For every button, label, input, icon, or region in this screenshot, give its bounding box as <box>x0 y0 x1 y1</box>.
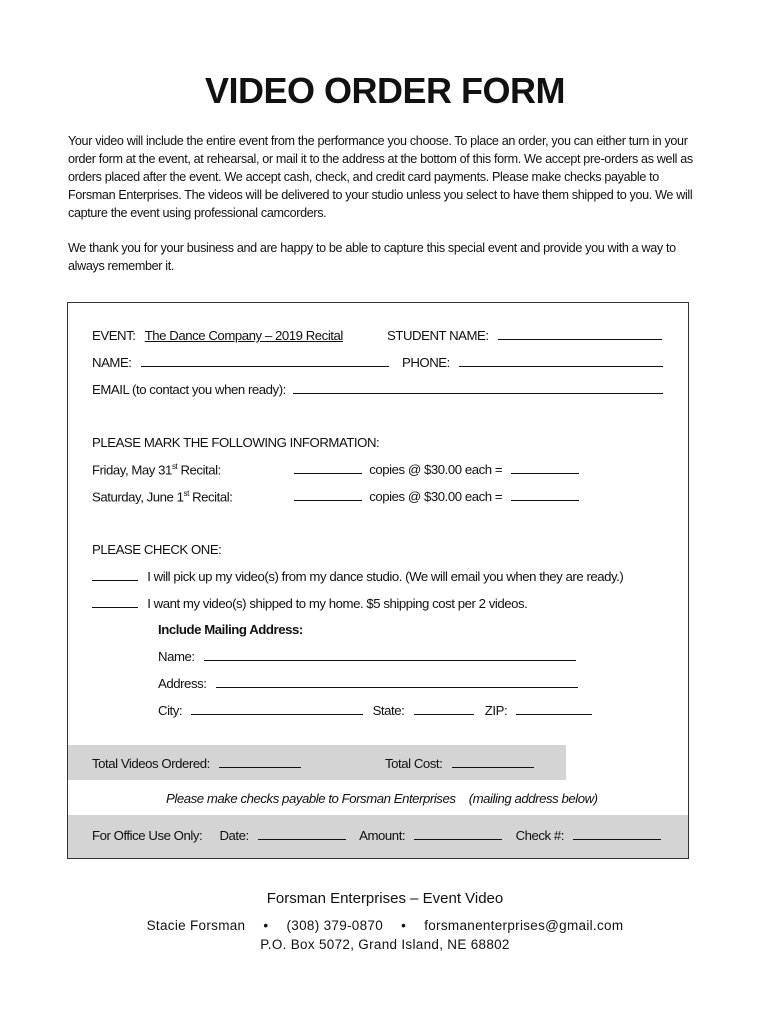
footer-email[interactable]: forsmanenterprises@gmail.com <box>424 918 624 933</box>
friday-total-field[interactable] <box>511 462 579 474</box>
email-label: EMAIL (to contact you when ready): <box>92 382 286 397</box>
page-title: VIDEO ORDER FORM <box>204 70 565 111</box>
bullet-separator: • <box>263 918 269 933</box>
student-name-row <box>387 328 662 343</box>
name-field[interactable] <box>141 355 389 367</box>
friday-price-text: copies @ $30.00 each = <box>369 462 503 477</box>
ship-check-field[interactable] <box>92 596 138 608</box>
mark-info-heading: PLEASE MARK THE FOLLOWING INFORMATION: <box>92 435 380 450</box>
saturday-copies-field[interactable] <box>294 489 362 501</box>
footer-address: P.O. Box 5072, Grand Island, NE 68802 <box>260 937 510 952</box>
mailing-address-heading: Include Mailing Address: <box>158 622 303 637</box>
footer-company: Forsman Enterprises – Event Video <box>266 890 504 907</box>
ship-option-row <box>92 596 527 611</box>
pickup-check-field[interactable] <box>92 569 138 581</box>
phone-field[interactable] <box>459 355 663 367</box>
check-one-heading: PLEASE CHECK ONE: <box>92 542 222 557</box>
ship-option-text: I want my video(s) shipped to my home. $5 shipping cost per 2 videos. <box>147 596 528 611</box>
mail-address-field[interactable] <box>216 676 578 688</box>
amount-label: Amount: <box>359 828 406 843</box>
mail-address-row <box>158 676 578 691</box>
name-row <box>92 355 389 370</box>
zip-label: ZIP: <box>484 703 508 718</box>
mail-name-field[interactable] <box>204 649 576 661</box>
state-label: State: <box>372 703 405 718</box>
check-number-field[interactable] <box>573 828 661 840</box>
total-cost-label: Total Cost: <box>385 756 443 771</box>
total-videos-row <box>92 756 301 771</box>
friday-copies-field[interactable] <box>294 462 362 474</box>
intro-paragraph: Your video will include the entire event from the performance you choose. To place an order, you can either turn in your order form at the event, at rehearsal, or mail it to the address at the bottom of this form. We accept pre-orders as well as orders placed after the event. We accept cash, check, and credit card payments. Please make checks payable to Forsman Enterprises. The videos will be delivered to your studio unless you select to have them shipped to you. We will capture the event using professional camcorders. <box>68 134 693 220</box>
pickup-option-row <box>92 569 623 584</box>
total-cost-row <box>385 756 534 771</box>
saturday-recital-label: Saturday, June 1st Recital: <box>92 489 233 505</box>
mailing-note: (mailing address below) <box>468 791 598 806</box>
saturday-copies-row <box>294 489 579 504</box>
city-state-zip-row <box>158 703 592 718</box>
office-use-label: For Office Use Only: <box>92 828 203 843</box>
footer-contact-line <box>0 918 770 933</box>
total-videos-label: Total Videos Ordered: <box>92 756 210 771</box>
saturday-price-text: copies @ $30.00 each = <box>369 489 503 504</box>
event-row <box>92 328 343 343</box>
check-number-label: Check #: <box>515 828 565 843</box>
amount-field[interactable] <box>414 828 502 840</box>
name-label: NAME: <box>92 355 132 370</box>
footer-contact-name: Stacie Forsman <box>146 918 246 933</box>
office-use-row <box>92 828 661 843</box>
state-field[interactable] <box>414 703 474 715</box>
event-label: EVENT: <box>92 328 136 343</box>
date-field[interactable] <box>258 828 346 840</box>
bullet-separator: • <box>401 918 407 933</box>
event-value[interactable]: The Dance Company – 2019 Recital <box>144 328 343 343</box>
phone-row <box>402 355 663 370</box>
friday-recital-label: Friday, May 31st Recital: <box>92 462 221 478</box>
email-row <box>92 382 663 397</box>
zip-field[interactable] <box>516 703 592 715</box>
date-label: Date: <box>219 828 249 843</box>
total-videos-field[interactable] <box>219 756 301 768</box>
total-cost-field[interactable] <box>452 756 534 768</box>
saturday-total-field[interactable] <box>511 489 579 501</box>
payable-note: Please make checks payable to Forsman Enterprises (mailing address below) <box>166 791 598 806</box>
mail-name-row <box>158 649 576 664</box>
email-field[interactable] <box>293 382 663 394</box>
student-name-label: STUDENT NAME: <box>387 328 489 343</box>
student-name-field[interactable] <box>498 328 662 340</box>
thanks-paragraph: We thank you for your business and are happy to be able to capture this special event and provide you with a way to always remember it. <box>68 241 676 273</box>
footer-phone: (308) 379-0870 <box>286 918 384 933</box>
city-field[interactable] <box>191 703 363 715</box>
friday-copies-row <box>294 462 579 477</box>
city-label: City: <box>158 703 183 718</box>
mail-address-label: Address: <box>158 676 207 691</box>
phone-label: PHONE: <box>402 355 450 370</box>
mail-name-label: Name: <box>158 649 195 664</box>
pickup-option-text: I will pick up my video(s) from my dance studio. (We will email you when they are ready.) <box>147 569 624 584</box>
